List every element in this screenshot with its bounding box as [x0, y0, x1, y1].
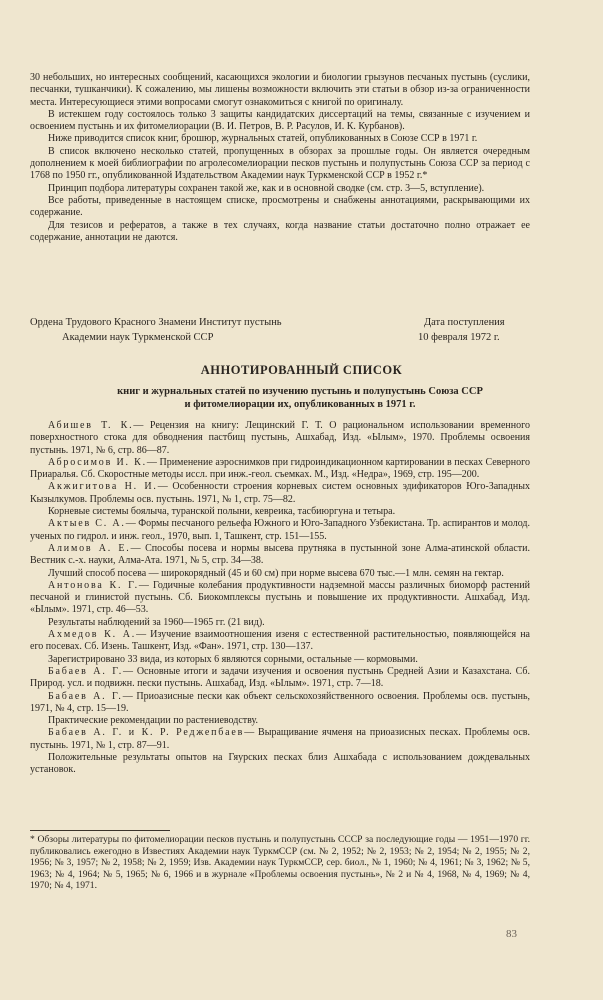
entry-text: — Особенности строения корневых систем основных эдификаторов Юго-Западных Кызылкумов. Проблемы осв. пустынь. 1971, № 1, стр. 75—82. — [30, 481, 530, 505]
entry-text: — Рецензия на книгу: Лещинский Г. Т. О рациональном использовании временного поверхностного стока для обводнения пастбищ пустынь, Ашхабад, Изд. «Ылым», 1970. Проблемы освоения пустынь. 1971, № 6, стр. 86—87. — [30, 420, 530, 456]
entry-author: Бабаев А. Г. и К. Р. Реджепбаев — [48, 727, 245, 739]
bibliography-entry — [30, 420, 530, 457]
entry-author: Антонова К. Г. — [48, 579, 139, 591]
bibliography-entry — [30, 543, 530, 568]
entry-text: — Формы песчаного рельефа Южного и Юго-Западного Узбекистана. Тр. аспирантов и молод. ученых по гидрол. и инж. геол., 1970, вып. 1, Ташкент, стр. 151—155. — [30, 518, 530, 542]
entry-text: — Выращивание ячменя на приоазисных песках. Проблемы осв. пустынь. 1971, № 1, стр. 87—91. — [30, 727, 530, 751]
entry-text: Лучший способ посева — широкорядный (45 и 60 см) при норме высева 670 тыс.—1 млн. семян на гектар. — [48, 567, 504, 579]
bibliography-entry — [30, 518, 530, 543]
entry-text: — Изучение взаимоотношения изеня с естественной растительностью, появляющейся на его посевах. Сб. Изень. Ташкент, Изд. «Фан». 1971, стр. 130—137. — [30, 629, 530, 653]
entry-text: — Основные итоги и задачи изучения и освоения пустынь Средней Азии и Казахстана. Сб. Природ. усл. и подвижн. пески пустынь. Ашхабад, Изд. «Ылым». 1971, стр. 7—18. — [30, 665, 531, 690]
entry-author: Алимов А. Е. — [48, 542, 131, 554]
entry-author: Абросимов И. К. — [48, 456, 147, 468]
intro-paragraph-4: В список включено несколько статей, пропущенных в обзорах за прошлые годы. Он является очередным дополнением к моей библиографии по агролесомелиорации песков пустынь и полупустынь Союза ССР за период с 1768 по 1950 гг., опубликованной Издательством Академии наук Туркменской ССР в 1952 г.* — [30, 145, 530, 182]
list-title: АННОТИРОВАННЫЙ СПИСОК — [200, 363, 403, 377]
entry-text: Результаты наблюдений за 1960—1965 гг. (21 вид). — [48, 616, 265, 628]
entry-author: Акжигитова Н. И. — [48, 481, 158, 493]
entry-text: — Приоазисные пески как объект сельскохозяйственного освоения. Проблемы осв. пустынь, 1971, № 4, стр. 15—19. — [30, 690, 530, 714]
intro-paragraph-7: Для тезисов и рефератов, а также в тех случаях, когда название статьи достаточно полно отражает ее содержание, аннотации не даются. — [30, 219, 530, 243]
entry-author: Абишев Т. К. — [48, 420, 134, 431]
bibliography-entry — [30, 617, 530, 629]
institution-name-line-2: Академии наук Туркменской ССР — [62, 332, 214, 343]
footnote-divider — [30, 830, 170, 831]
bibliography-entry — [30, 666, 530, 691]
intro-paragraph-3: Ниже приводится список книг, брошюр, журнальных статей, опубликованных в Союзе ССР в 1971 г. — [48, 133, 478, 145]
entry-text: — Годичные колебания продуктивности надземной массы различных биоморф растений песчаной и глинистой пустынь. Сб. Биокомплексы пустынь и повышение их продуктивности. Ашхабад, Изд. «Ылым». 1971, стр. 46—53. — [30, 579, 530, 616]
entry-author: Бабаев А. Г. — [48, 690, 123, 702]
intro-paragraph-5: Принцип подбора литературы сохранен такой же, как и в основной сводке (см. стр. 3—5, вступление). — [48, 182, 485, 194]
entry-author: Бабаев А. Г. — [48, 665, 123, 677]
list-subtitle-2: и фитомелиорации их, опубликованных в 1971 г. — [184, 399, 416, 410]
page-number: 83 — [506, 928, 517, 940]
bibliography-entry — [30, 752, 530, 777]
intro-paragraph-6: Все работы, приведенные в настоящем списке, просмотрены и снабжены аннотациями, раскрывающими их содержание. — [30, 194, 530, 219]
bibliography-entry — [30, 506, 530, 518]
footnote: * Обзоры литературы по фитомелиорации песков пустынь и полупустынь СССР за последующие годы — 1951—1970 гг. публиковались ежегодно в Известиях Академии наук ТуркмССР (см. № 2, 1952; № 2, 1953; № 2, 1954; № 2, 1955; № 2, 1956; № 3, 1957; № 2, 1958; № 2, 1959; Изв. Академии наук ТуркмССР, сер. биол., № 1, 1960; № 4, 1961; № 3, 1962; № 5, 1963; № 4, 1964; № 5, 1965; № 6, 1966 и в журнале «Проблемы освоения пустынь», № 2 и № 4, 1968, № 4, 1969; № 4, 1970; № 4, 1971. — [30, 834, 530, 892]
bibliography-list — [30, 420, 530, 777]
entry-text: Зарегистрировано 33 вида, из которых 6 являются сорными, остальные — кормовыми. — [48, 653, 418, 665]
date-received-label: Дата поступления — [424, 317, 505, 328]
date-received-value: 10 февраля 1972 г. — [418, 332, 500, 343]
bibliography-entry — [30, 715, 530, 727]
entry-author: Ахмедов К. А. — [48, 629, 137, 641]
entry-author: Актыев С. А. — [48, 518, 126, 530]
bibliography-entry — [30, 629, 530, 654]
bibliography-entry — [30, 727, 530, 752]
entry-text: Корневые системы боялыча, туранской полыни, кевреика, тасбиюргуна и тетыра. — [48, 506, 396, 518]
bibliography-entry — [30, 457, 530, 482]
entry-text: Положительные результаты опытов на Гяурских песках близ Ашхабада с использованием дождевальных установок. — [30, 752, 530, 776]
intro-paragraph-1: 30 небольших, но интересных сообщений, касающихся экологии и биологии грызунов песчаных пустынь (суслики, песчанки, тушканчики). К сожалению, мы лишены возможности включить эти статьи в обзор из-за ограниченности места. Интересующиеся этими вопросами смогут ознакомиться с книгой по оригиналу. — [30, 72, 530, 108]
bibliography-entry — [30, 654, 530, 666]
intro-paragraph-2: В истекшем году состоялось только 3 защиты кандидатских диссертаций на темы, связанные с изучением и освоением пустынь и их фитомелиорации (В. И. Петров, В. Р. Расулов, И. К. Курбанов). — [30, 108, 530, 133]
list-subtitle-1: книг и журнальных статей по изучению пустынь и полупустынь Союза ССР — [117, 386, 483, 397]
bibliography-entry — [30, 580, 530, 617]
intro-section — [30, 72, 530, 244]
entry-text: — Способы посева и нормы высева прутняка в пустынной зоне Алма-атинской области. Вестник с.-х. науки, Алма-Ата. 1971, № 5, стр. 34—38. — [30, 542, 531, 567]
entry-text: Практические рекомендации по растениеводству. — [48, 715, 259, 727]
bibliography-entry — [30, 481, 530, 506]
institution-name-line-1: Ордена Трудового Красного Знамени Институт пустынь — [30, 317, 282, 328]
bibliography-entry — [30, 568, 530, 580]
bibliography-entry — [30, 691, 530, 716]
entry-text: — Применение аэроснимков при гидроиндикационном картировании в песках Северного Приаралья. Сб. Скоростные методы иссл. при инж.-геол. съемках. М., Изд. «Недра», 1969, стр. 195—200. — [30, 456, 530, 481]
